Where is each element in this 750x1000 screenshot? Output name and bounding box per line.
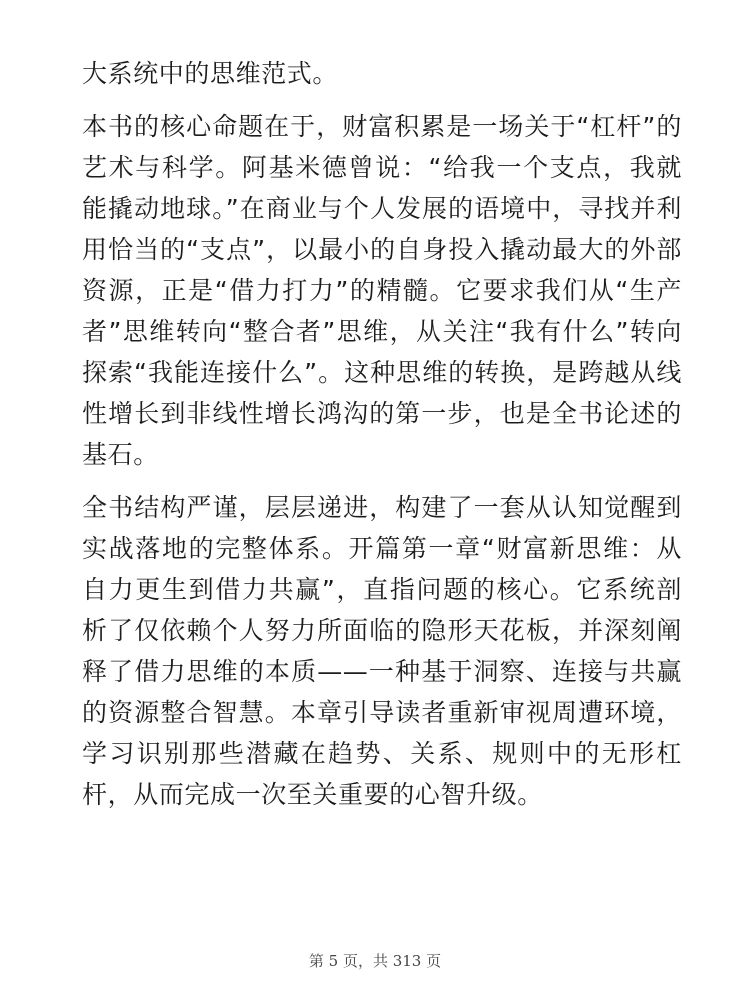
page-footer: 第 5 页，共 313 页 (308, 952, 442, 970)
paragraph-continuation: 大系统中的思维范式。 (82, 59, 339, 88)
body-text (82, 53, 682, 815)
paragraph-book-structure: 全书结构严谨，层层递进，构建了一套从认知觉醒到实战落地的完整体系。开篇第一章“财富新思维：从自力更生到借力共赢”，直指问题的核心。它系统剖析了仅依赖个人努力所面临的隐形天花板，并深刻阐释了借力思维的本质——一种基于洞察、连接与共赢的资源整合智慧。本章引导读者重新审视周遭环境，学习识别那些潜藏在趋势、关系、规则中的无形杠杆，从而完成一次至关重要的心智升级。 (82, 493, 682, 809)
paragraph-core-thesis: 本书的核心命题在于，财富积累是一场关于“杠杆”的艺术与科学。阿基米德曾说：“给我一个支点，我就能撬动地球。”在商业与个人发展的语境中，寻找并利用恰当的“支点”，以最小的自身投入撬动最大的外部资源，正是“借力打力”的精髓。它要求我们从“生产者”思维转向“整合者”思维，从关注“我有什么”转向探索“我能连接什么”。这种思维的转换，是跨越从线性增长到非线性增长鸿沟的第一步，也是全书论述的基石。 (82, 112, 682, 469)
